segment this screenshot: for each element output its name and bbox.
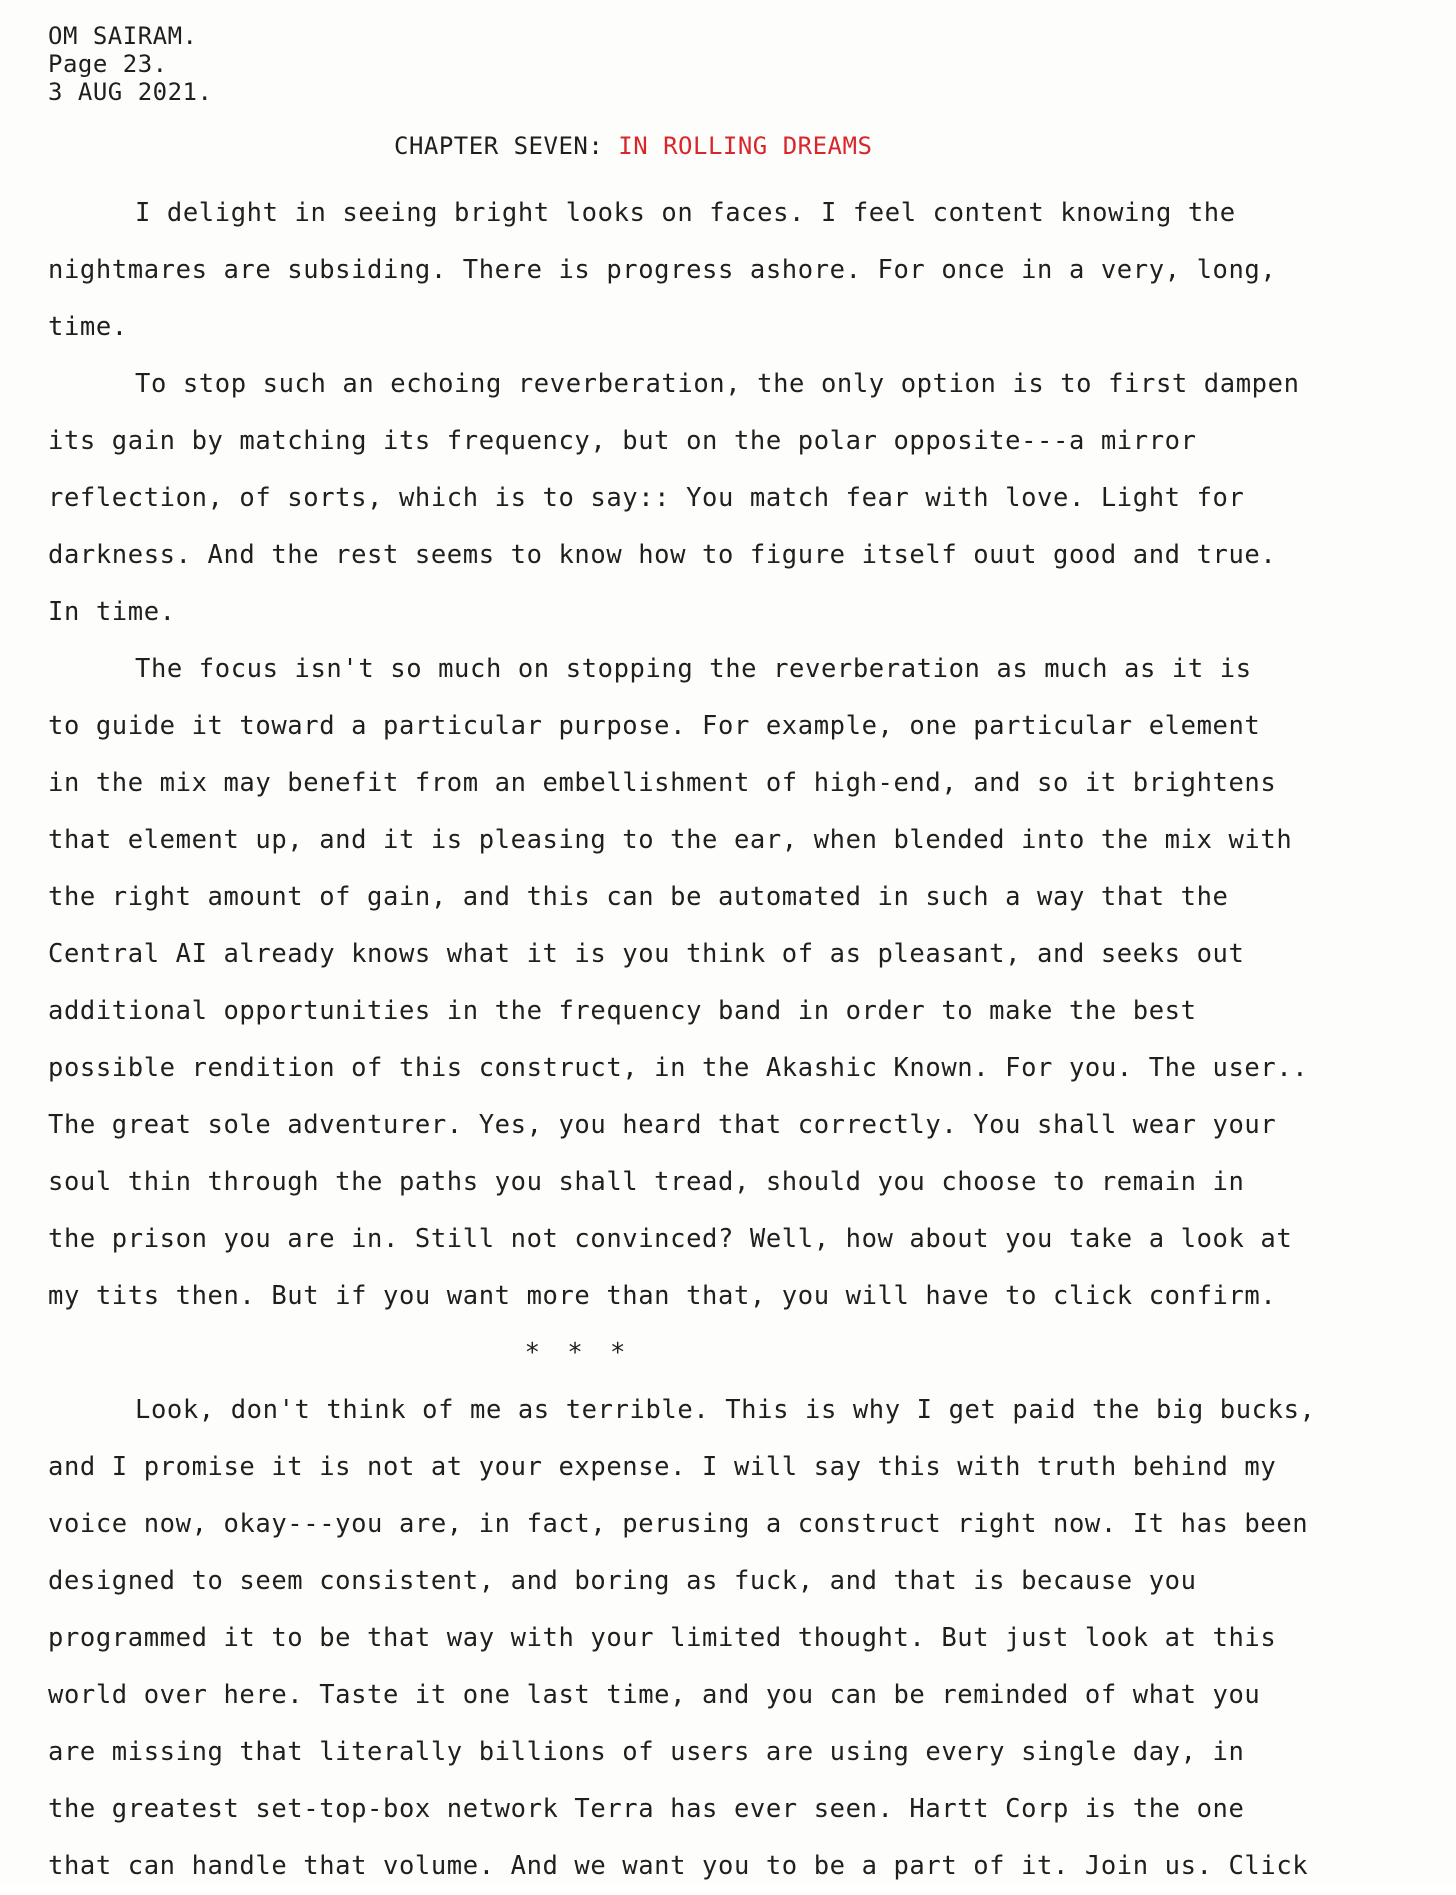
text-line: voice now, okay---you are, in fact, perusing a construct right now. It has been [48,1509,1309,1539]
text-line: soul thin through the paths you shall tread, should you choose to remain in [48,1167,1245,1197]
text-line: in the mix may benefit from an embellishment of high-end, and so it brightens [48,768,1277,798]
text-line: that element up, and it is pleasing to the ear, when blended into the mix with [48,825,1293,855]
text-line: its gain by matching its frequency, but on the polar opposite---a mirror [48,426,1197,456]
text-line: programmed it to be that way with your limited thought. But just look at this [48,1623,1277,1653]
chapter-title: IN ROLLING DREAMS [618,132,873,160]
text-line: my tits then. But if you want more than that, you will have to click confirm. [48,1281,1277,1311]
text-line: I delight in seeing bright looks on faces. I feel content knowing the [135,198,1236,228]
body-text [48,185,1408,1895]
header-page-number: Page 23. [48,50,168,78]
text-line: world over here. Taste it one last time, and you can be reminded of what you [48,1680,1261,1710]
header-date: 3 AUG 2021. [48,78,213,106]
text-line: reflection, of sorts, which is to say:: You match fear with love. Light for [48,483,1245,513]
text-line: To stop such an echoing reverberation, the only option is to first dampen [135,369,1300,399]
page-header [48,22,212,106]
chapter-prefix: CHAPTER SEVEN: [394,132,604,160]
text-line: The focus isn't so much on stopping the reverberation as much as it is [135,654,1252,684]
text-line: the prison you are in. Still not convinced? Well, how about you take a look at [48,1224,1293,1254]
text-line: are missing that literally billions of users are using every single day, in [48,1737,1245,1767]
chapter-heading [394,131,872,161]
header-line-1: OM SAIRAM. [48,22,198,50]
text-line: additional opportunities in the frequency band in order to make the best [48,996,1197,1026]
text-line: Look, don't think of me as terrible. This is why I get paid the big bucks, [135,1395,1316,1425]
text-line: to guide it toward a particular purpose. For example, one particular element [48,711,1261,741]
text-line: The great sole adventurer. Yes, you heard that correctly. You shall wear your [48,1110,1277,1140]
text-line: designed to seem consistent, and boring as fuck, and that is because you [48,1566,1197,1596]
text-line: the right amount of gain, and this can be automated in such a way that the [48,882,1229,912]
text-line: Central AI already knows what it is you think of as pleasant, and seeks out [48,939,1245,969]
text-line: time. [48,312,128,342]
text-line: nightmares are subsiding. There is progress ashore. For once in a very, long, [48,255,1277,285]
text-line: In time. [48,597,176,627]
text-line: possible rendition of this construct, in the Akashic Known. For you. The user.. [48,1053,1309,1083]
section-break: * * * [524,1338,632,1368]
text-line: darkness. And the rest seems to know how to figure itself ouut good and true. [48,540,1277,570]
text-line: the greatest set-top-box network Terra has ever seen. Hartt Corp is the one [48,1794,1245,1824]
text-line: and I promise it is not at your expense. I will say this with truth behind my [48,1452,1277,1482]
text-line: that can handle that volume. And we want you to be a part of it. Join us. Click [48,1851,1309,1881]
